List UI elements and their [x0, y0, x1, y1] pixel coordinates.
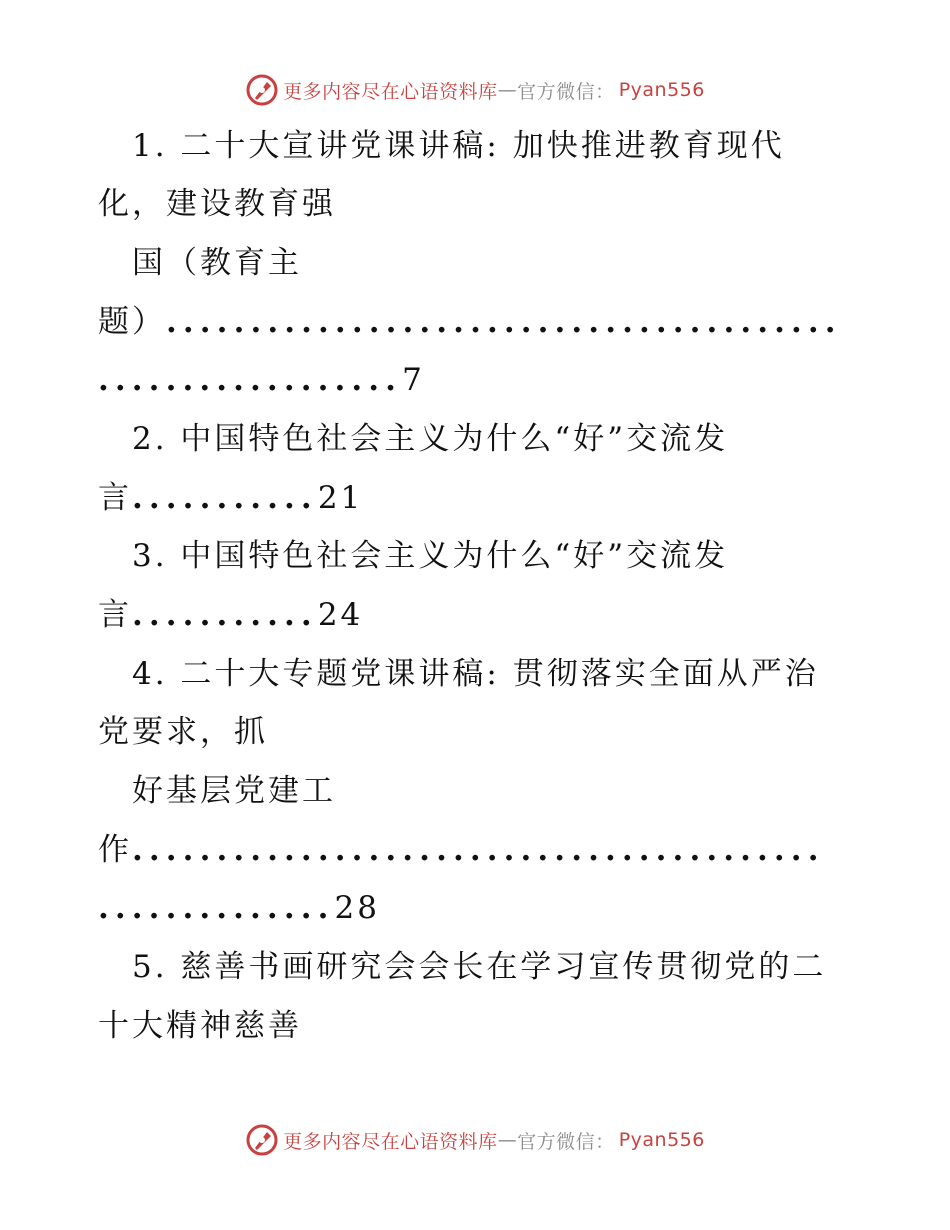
toc-item-1-prefix: 题） [98, 304, 166, 340]
watermark-label: 官方微信： [517, 80, 615, 103]
toc-item-4-line5 [98, 888, 380, 928]
toc-item-4-line2: 党要求，抓 [98, 714, 268, 750]
toc-item-3-page: 24 [317, 597, 364, 633]
toc-item-5-line1: 5. 慈善书画研究会会长在学习宣传贯彻党的二 [132, 949, 827, 985]
toc-item-2-leader: ........... [132, 480, 318, 516]
toc-item-3-line1: 3. 中国特色社会主义为什么“好”交流发 [132, 538, 729, 574]
toc-item-4-page: 28 [334, 890, 380, 926]
toc-item-3-leader: ........... [132, 597, 318, 633]
pen-nib-circle-icon [245, 73, 279, 107]
footer-watermark [0, 1120, 950, 1160]
toc-item-1-line5 [98, 360, 425, 400]
pen-nib-circle-icon [245, 1123, 279, 1157]
toc-item-1-line3: 国（教育主 [132, 245, 302, 281]
watermark-brand: 更多内容尽在心语资料库 [283, 80, 498, 103]
toc-item-1-leader-2: .................. [98, 362, 403, 398]
toc-item-2-prefix: 言 [98, 480, 132, 516]
watermark-label: 官方微信： [517, 1130, 615, 1153]
toc-item-1-leader: ........................................ [166, 304, 842, 340]
toc-item-2-line1: 2. 中国特色社会主义为什么“好”交流发 [132, 421, 729, 457]
toc-item-4-leader: ......................................... [132, 832, 825, 868]
toc-item-3-prefix: 言 [98, 597, 132, 633]
toc-item-1-page: 7 [402, 362, 425, 398]
toc-item-2-line2 [98, 478, 363, 518]
toc-item-5-line2: 十大精神慈善 [98, 1008, 302, 1044]
toc-item-1-line4 [98, 302, 842, 342]
watermark-dash: — [497, 1129, 518, 1151]
toc-item-4-line3: 好基层党建工 [132, 773, 336, 809]
toc-item-2-page: 21 [317, 480, 364, 516]
toc-item-4-line4 [98, 830, 825, 870]
toc-item-1-line1: 1. 二十大宣讲党课讲稿: 加快推进教育现代 [132, 128, 785, 164]
watermark-dash: — [497, 79, 518, 101]
toc-item-1-line2: 化，建设教育强 [98, 186, 336, 222]
watermark-brand: 更多内容尽在心语资料库 [283, 1130, 498, 1153]
toc-item-3-line2 [98, 595, 363, 635]
toc-item-4-line1: 4. 二十大专题党课讲稿: 贯彻落实全面从严治 [132, 656, 819, 692]
toc-item-4-leader-2: .............. [98, 890, 335, 926]
watermark-id: Pyan556 [618, 1129, 705, 1151]
header-watermark [0, 70, 950, 110]
toc-item-4-prefix: 作 [98, 832, 132, 868]
watermark-id: Pyan556 [618, 79, 705, 101]
